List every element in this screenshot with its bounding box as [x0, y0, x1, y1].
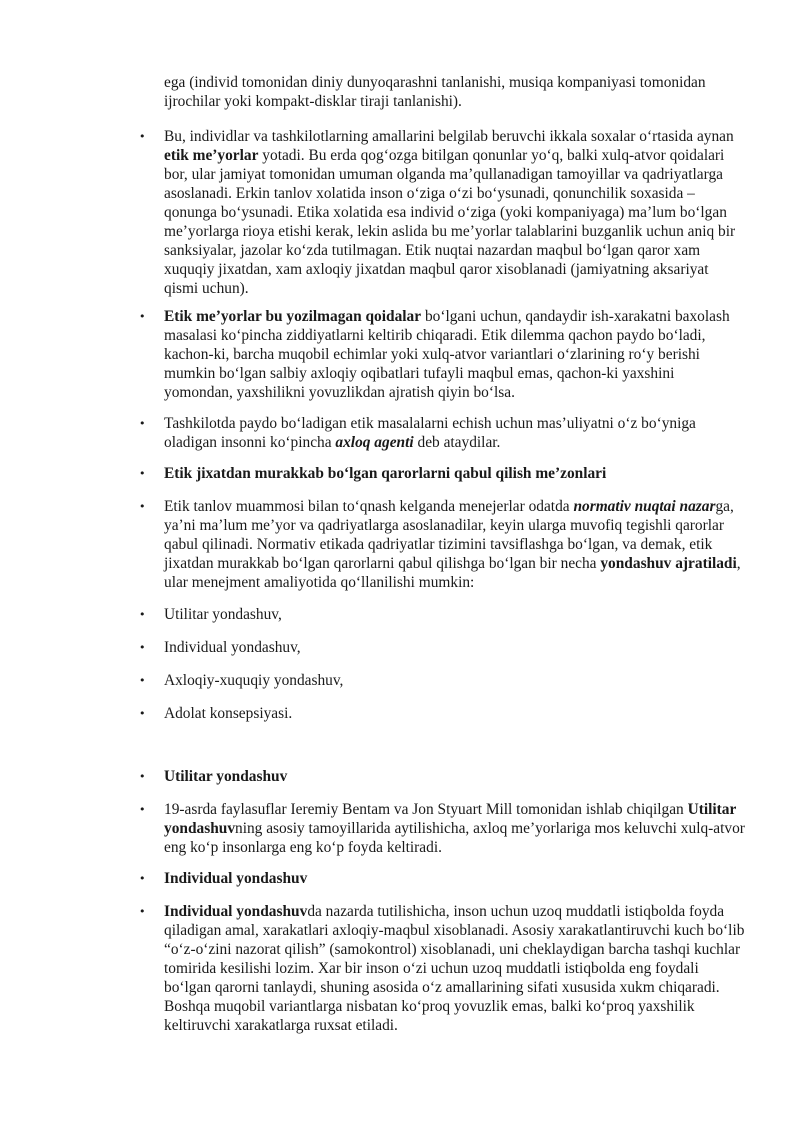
intro-paragraph: ega (individ tomonidan diniy dunyoqarashni tanlanishi, musiqa kompaniyasi tomonidan ijrochilar yoki kompakt-disklar tiraji tanlanishi). — [164, 74, 706, 110]
bullet-icon: • — [139, 641, 146, 654]
list-item-text: Bu, individlar va tashkilotlarning amallarini belgilab beruvchi ikkala soxalar o‘rtasida aynan etik me’yorlar yotadi. Bu erda qog‘ozga bitilgan qonunlar yo‘q, balki xulq-atvor qoidalari bor, ular jamiyat tomonidan umuman olganda ma’qullanadigan tamoyillar va qadriyatlarga asoslanadi. Erkin tanlov xolatida inson o‘ziga o‘zi bo‘ysunadi, qonunchilik soxasida – qonunga bo‘ysunadi. Etika xolatida esa individ o‘ziga (yoki kompaniyaga) ma’lum bo‘lgan me’yorlarga rioya etishi kerak, lekin aslida bu me’yorlar talablarini buzganlik uchun aniq bir sanksiyalar, jazolar ko‘zda tutilmagan. Etik nuqtai nazardan maqbul bo‘lgan qaror xam xuquqiy jixatdan, xam axloqiy jixatdan maqbul qaror xisoblanadi (jamiyatning aksariyat qismi uchun). — [164, 128, 736, 297]
bullet-icon: • — [139, 467, 146, 480]
list-item-normative-view — [139, 497, 745, 592]
list-item-text: Adolat konsepsiyasi. — [164, 705, 293, 722]
list-item-text: Etik tanlov muammosi bilan to‘qnash kelganda menejerlar odatda normativ nuqtai nazarga, ya’ni ma’lum me’yor va qadriyatlarga asoslanadilar, keyin ularga muvofiq tegishli qarorlar qabul qilinadi. Normativ etikada qadriyatlar tizimini tavsiflashga bo‘lgan, va demak, etik jixatdan murakkab bo‘lgan qarorlarni qabul qilishga bo‘lgan bir necha yondashuv ajratiladi, ular menejment amaliyotida qo‘llanilishi mumkin: — [164, 498, 741, 591]
list-item-text: Axloqiy-xuquqiy yondashuv, — [164, 672, 344, 689]
list-item-utilitarian-text — [139, 800, 745, 857]
bold-term: Individual yondashuv — [164, 903, 308, 920]
bullet-icon: • — [139, 905, 146, 918]
bullet-icon: • — [139, 417, 146, 430]
list-item-approach-moral-legal — [139, 671, 745, 690]
bold-term: Etik me’yorlar bu yozilmagan qoidalar — [164, 308, 422, 325]
bold-term: yondashuv ajratiladi — [600, 555, 737, 572]
bullet-icon: • — [139, 130, 146, 143]
list-item-ethics-agent — [139, 414, 745, 452]
bullet-icon: • — [139, 608, 146, 621]
bold-italic-term: axloq agenti — [335, 434, 414, 451]
list-item-approach-utilitarian — [139, 605, 745, 624]
list-item-text: Tashkilotda paydo bo‘ladigan etik masalalarni echish uchun mas’uliyatni o‘z bo‘yniga oladigan insonni ko‘pincha axloq agenti deb ataydilar. — [164, 415, 696, 451]
list-item-unwritten-rules — [139, 307, 745, 402]
bold-term: etik me’yorlar — [164, 147, 259, 164]
list-item-text: Individual yondashuv, — [164, 639, 301, 656]
bullet-icon: • — [139, 770, 146, 783]
list-item-heading: Individual yondashuv — [164, 870, 308, 887]
list-item-text: Utilitar yondashuv, — [164, 606, 282, 623]
list-item-approach-individual — [139, 638, 745, 657]
list-item-heading-individual — [139, 869, 745, 888]
bullet-icon: • — [139, 803, 146, 816]
bold-italic-term: normativ nuqtai nazar — [573, 498, 716, 515]
bullet-icon: • — [139, 707, 146, 720]
list-item-individual-text — [139, 902, 745, 1035]
list-item-heading: Etik jixatdan murakkab bo‘lgan qarorlarni qabul qilish me’zonlari — [164, 465, 607, 482]
list-item-heading-criteria — [139, 464, 745, 483]
list-item-text: Etik me’yorlar bu yozilmagan qoidalar bo‘lgani uchun, qandaydir ish-xarakatni baxolash masalasi ko‘pincha ziddiyatlarni keltirib chiqaradi. Etik dilemma qachon paydo bo‘ladi, kachon-ki, barcha muqobil echimlar yoki xulq-atvor variantlari o‘zlarining ro‘y berishi mumkin bo‘lgan salbiy axloqiy oqibatlari tufayli maqbul emas, qachon-ki yaxshini yomondan, yaxshilikni yovuzlikdan ajratish qiyin bo‘lsa. — [164, 308, 730, 401]
list-item-text: 19-asrda faylasuflar Ieremiy Bentam va Jon Styuart Mill tomonidan ishlab chiqilgan Utilitar yondashuvning asosiy tamoyillarida aytilishicha, axloq me’yorlariga mos keluvchi xulq-atvor eng ko‘p insonlarga eng ko‘p foyda keltiradi. — [164, 801, 745, 856]
list-item-heading: Utilitar yondashuv — [164, 768, 288, 785]
list-item-heading-utilitarian — [139, 767, 745, 786]
bold-term: Utilitar yondashuv — [164, 801, 737, 837]
bullet-icon: • — [139, 500, 146, 513]
list-item-ethical-norms — [139, 127, 745, 298]
list-item-approach-justice — [139, 704, 745, 723]
bullet-icon: • — [139, 872, 146, 885]
bullet-icon: • — [139, 674, 146, 687]
bullet-icon: • — [139, 310, 146, 323]
list-item-text: Individual yondashuvda nazarda tutilishicha, inson uchun uzoq muddatli istiqbolda foyda qiladigan amal, xarakatlari axloqiy-maqbul xisoblanadi. Asosiy xarakatlantiruvchi kuch bo‘lib “o‘z-o‘zini nazorat qilish” (samokontrol) xisoblanadi, uni cheklaydigan barcha tashqi kuchlar tomirida kesilishi lozim. Xar bir inson o‘zi uchun uzoq muddatli istiqbolda eng foydali bo‘lgan qarorni tanlaydi, shuning asosida o‘z amallarining sifati xususida xukm chiqaradi. Boshqa muqobil variantlarga nisbatan ko‘proq yovuzlik emas, balki ko‘proq yaxshilik keltiruvchi xarakatlarga ruxsat etiladi. — [164, 903, 745, 1034]
